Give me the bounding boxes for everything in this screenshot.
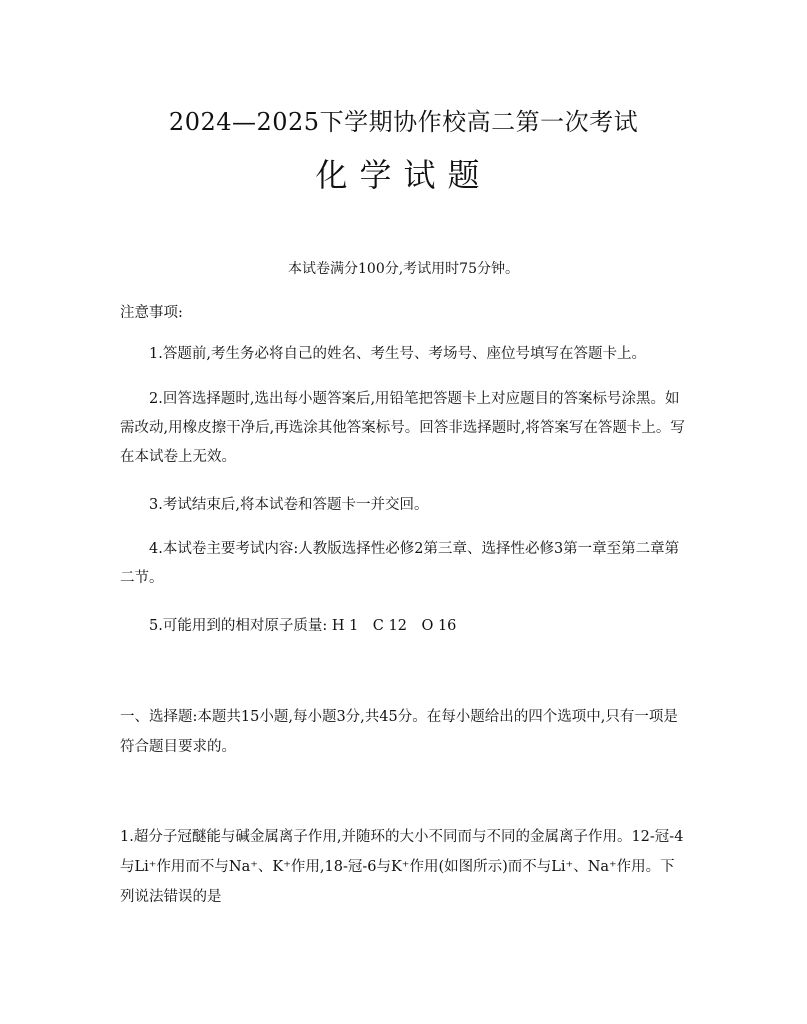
section-heading-choice: 一、选择题:本题共15小题,每小题3分,共45分。在每小题给出的四个选项中,只有一项是符合题目要求的。 [120,709,678,755]
notice-item-4: 4.本试卷主要考试内容:人教版选择性必修2第三章、选择性必修3第一章至第二章第二节。 [120,541,680,586]
notice-item-2: 2.回答选择题时,选出每小题答案后,用铅笔把答题卡上对应题目的答案标号涂黑。如需改动,用橡皮擦干净后,再选涂其他答案标号。回答非选择题时,将答案写在答题卡上。写在本试卷上无效。 [120,391,685,465]
notice-heading: 注意事项: [120,305,183,321]
exam-title: 2024—2025下学期协作校高二第一次考试 [168,108,639,136]
notice-item-1: 1.答题前,考生务必将自己的姓名、考生号、考场号、座位号填写在答题卡上。 [149,346,646,362]
exam-intro: 本试卷满分100分,考试用时75分钟。 [288,261,519,277]
question-1: 1.超分子冠醚能与碱金属离子作用,并随环的大小不同而与不同的金属离子作用。12-冠-4与Li⁺作用而不与Na⁺、K⁺作用,18-冠-6与K⁺作用(如图所示)而不与Li⁺、Na⁺作用。下列说法错误的是 [120,829,684,905]
notice-item-3: 3.考试结束后,将本试卷和答题卡一并交回。 [149,497,429,513]
exam-subject-title: 化学试题 [315,156,492,194]
notice-item-5: 5.可能用到的相对原子质量: H 1 C 12 O 16 [149,618,457,634]
